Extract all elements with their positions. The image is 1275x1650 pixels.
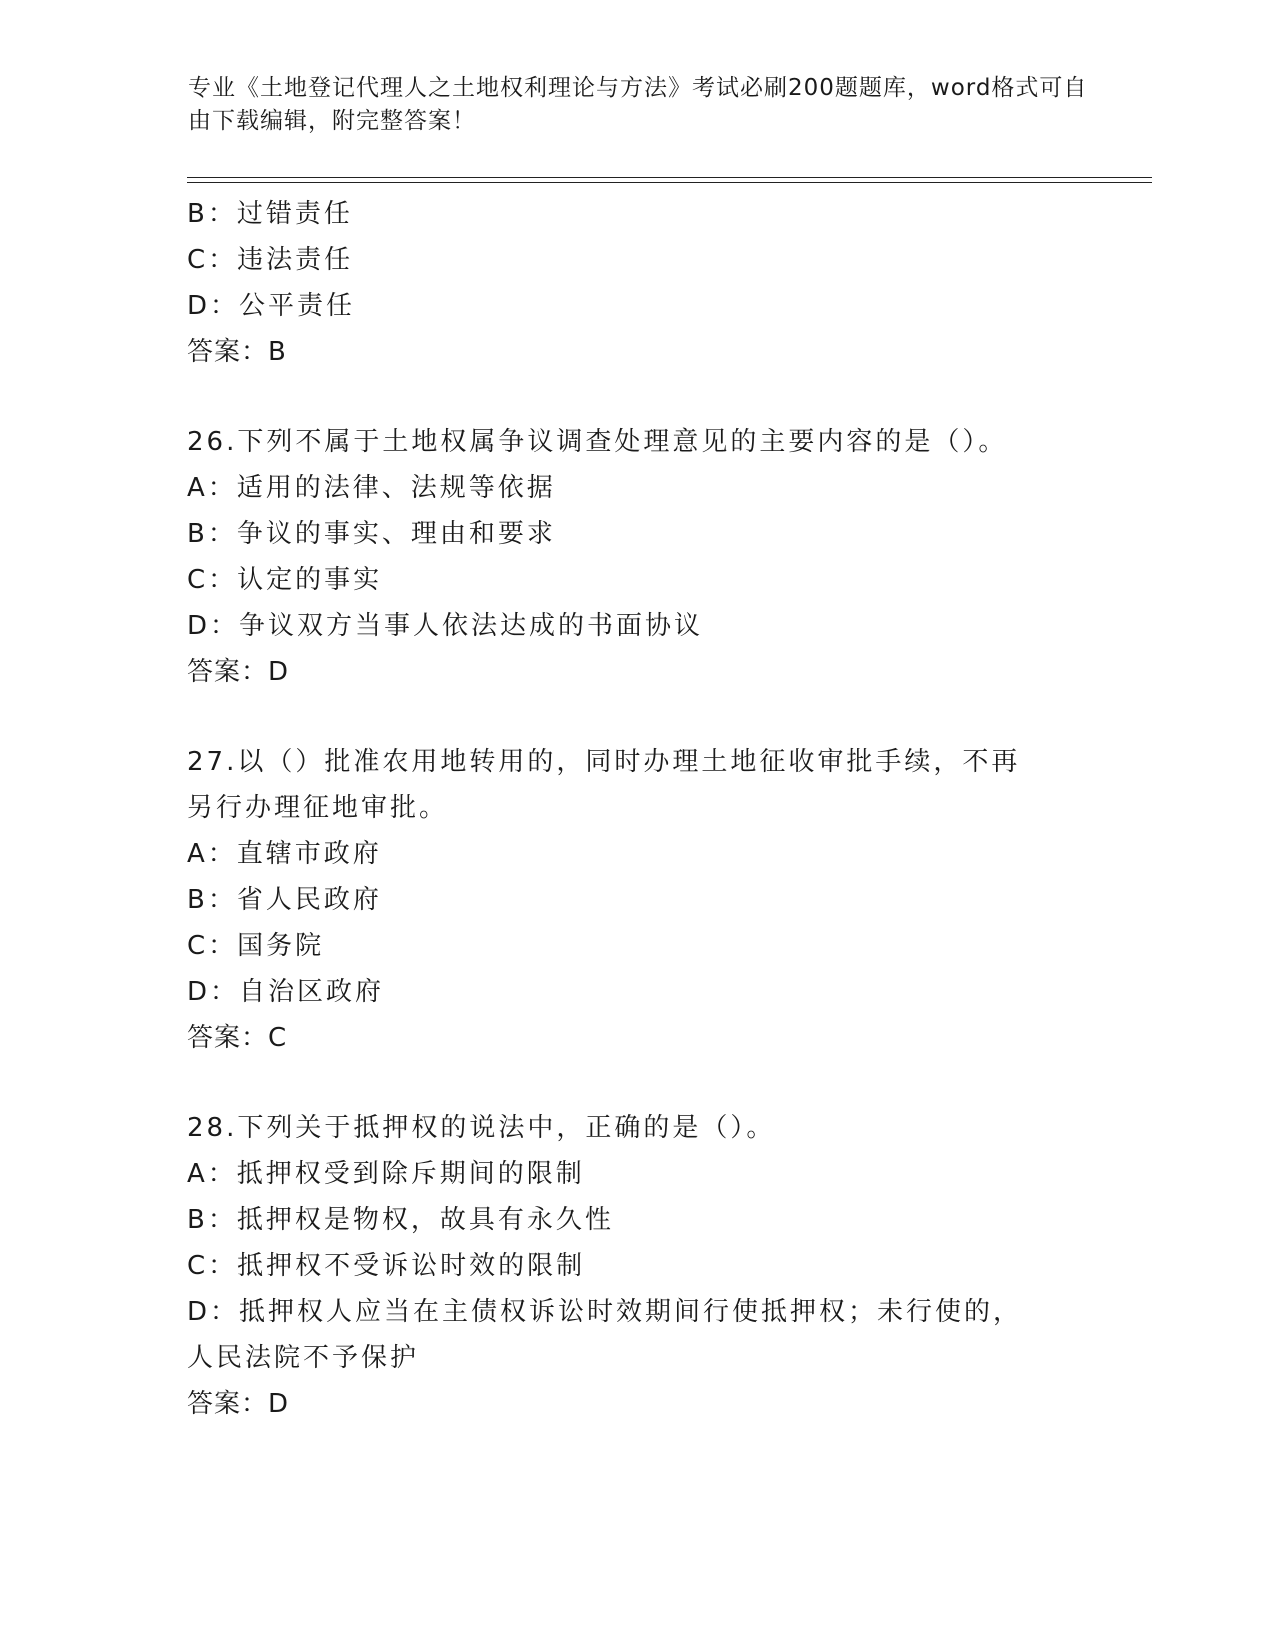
- document-header: 专业《土地登记代理人之土地权利理论与方法》考试必刷200题题库，word格式可自由下载编辑，附完整答案！: [188, 75, 1088, 134]
- option-d: D：争议双方当事人依法达成的书面协议: [187, 611, 704, 641]
- question-25-continuation: [187, 191, 1087, 375]
- answer-line: 答案：B: [187, 337, 287, 367]
- option-c: C：抵押权不受诉讼时效的限制: [187, 1251, 586, 1281]
- option-c: C：国务院: [187, 931, 325, 961]
- answer-line: 答案：D: [187, 657, 290, 687]
- header-divider-top: [187, 177, 1152, 178]
- question-stem: 27.以（）批准农用地转用的，同时办理土地征收审批手续，不再另行办理征地审批。: [187, 747, 1021, 823]
- question-stem: 26.下列不属于土地权属争议调查处理意见的主要内容的是（）。: [187, 427, 1008, 457]
- option-b: B：抵押权是物权，故具有永久性: [187, 1205, 614, 1235]
- answer-line: 答案：C: [187, 1023, 288, 1053]
- option-b: B：过错责任: [187, 199, 353, 229]
- question-stem: 28.下列关于抵押权的说法中，正确的是（）。: [187, 1113, 776, 1143]
- option-b: B：争议的事实、理由和要求: [187, 519, 556, 549]
- header-divider-bottom: [187, 182, 1152, 183]
- option-a: A：抵押权受到除斥期间的限制: [187, 1159, 585, 1189]
- option-d: D：自治区政府: [187, 977, 385, 1007]
- option-b: B：省人民政府: [187, 885, 382, 915]
- option-d: D：公平责任: [187, 291, 356, 321]
- question-content: [187, 191, 1087, 1427]
- option-a: A：适用的法律、法规等依据: [187, 473, 556, 503]
- question-27: [187, 739, 1087, 1061]
- option-c: C：违法责任: [187, 245, 354, 275]
- option-c: C：认定的事实: [187, 565, 383, 595]
- answer-line: 答案：D: [187, 1389, 290, 1419]
- option-d: D：抵押权人应当在主债权诉讼时效期间行使抵押权；未行使的，人民法院不予保护: [187, 1297, 1023, 1373]
- option-a: A：直辖市政府: [187, 839, 382, 869]
- question-26: [187, 419, 1087, 695]
- question-28: [187, 1105, 1087, 1427]
